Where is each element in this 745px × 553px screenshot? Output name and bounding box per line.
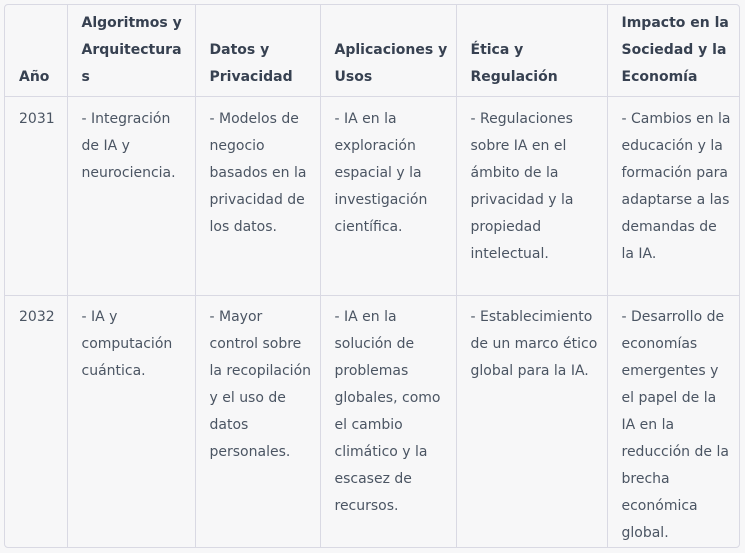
header-applications: Aplicaciones y Usos	[320, 5, 456, 96]
cell-year: 2032	[19, 308, 55, 325]
table-header-row	[5, 5, 739, 96]
header-ethics: Ética y Regulación	[456, 5, 607, 96]
data-table-container	[4, 4, 740, 548]
cell-impact: - Cambios en la educación y la formación para adaptarse a las demandas de la IA.	[607, 96, 739, 295]
header-year: Año	[5, 5, 67, 96]
cell-algorithms: - Integración de IA y neurociencia.	[67, 96, 195, 295]
cell-year: 2031	[5, 96, 67, 295]
cell-data-privacy: - Modelos de negocio basados en la privacidad de los datos.	[195, 96, 320, 295]
table-row	[5, 96, 739, 295]
cell-algorithms: - IA y computación cuántica.	[67, 295, 195, 547]
cell-ethics: - Regulaciones sobre IA en el ámbito de la privacidad y la propiedad intelectual.	[456, 96, 607, 295]
header-data-privacy: Datos y Privacidad	[195, 5, 320, 96]
cell-ethics: - Establecimiento de un marco ético global para la IA.	[456, 295, 607, 547]
cell-data-privacy: - Mayor control sobre la recopilación y el uso de datos personales.	[195, 295, 320, 547]
cell-applications: - IA en la solución de problemas globales, como el cambio climático y la escasez de recursos.	[320, 295, 456, 547]
header-impact: Impacto en la Sociedad y la Economía	[607, 5, 739, 96]
cell-applications: - IA en la exploración espacial y la investigación científica.	[320, 96, 456, 295]
header-algorithms: Algoritmos y Arquitecturas	[67, 5, 195, 96]
table-row	[5, 295, 739, 547]
cell-impact: - Desarrollo de economías emergentes y el papel de la IA en la reducción de la brecha económica global.	[607, 295, 739, 547]
timeline-table	[5, 5, 739, 547]
